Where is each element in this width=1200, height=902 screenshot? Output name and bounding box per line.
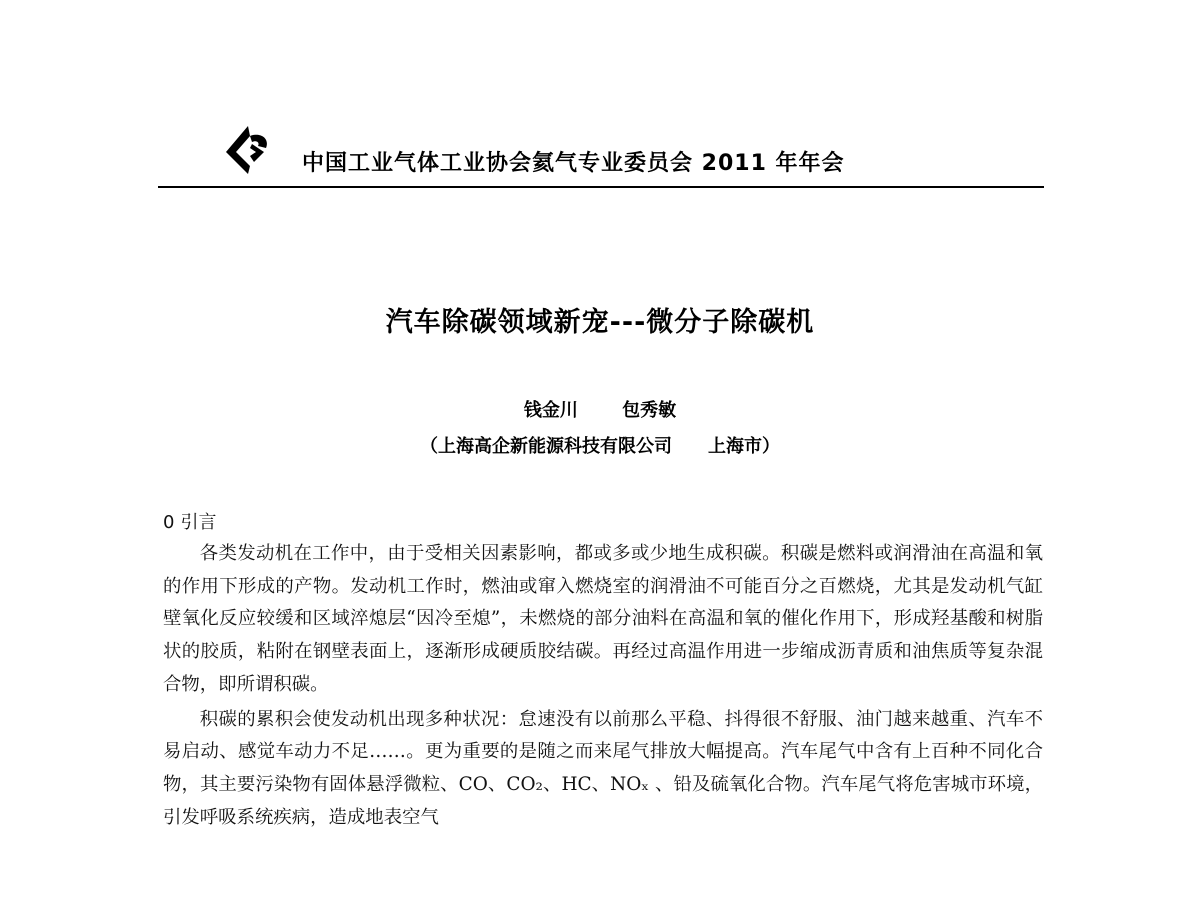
conference-title: 中国工业气体工业协会氦气专业委员会 2011 年年会 — [302, 151, 845, 176]
association-logo-icon — [220, 122, 280, 178]
author-name: 包秀敏 — [622, 400, 677, 421]
affiliation-city: 上海市） — [708, 436, 780, 457]
page-header — [158, 118, 1044, 188]
paragraph: 积碳的累积会使发动机出现多种状况：怠速没有以前那么平稳、抖得很不舒服、油门越来越重、汽车不易启动、感觉车动力不足……。更为重要的是随之而来尾气排放大幅提高。汽车尾气中含有上百种不同化合物，其主要污染物有固体悬浮微粒、CO、CO₂、HC、NOₓ 、铅及硫氧化合物。汽车尾气将危害城市环境，引发呼吸系统疾病，造成地表空气 — [163, 708, 1043, 828]
affiliation-organization: （上海高企新能源科技有限公司 — [420, 436, 672, 457]
section-title: 引言 — [180, 512, 217, 533]
affiliation — [0, 432, 1200, 458]
section-number: 0 — [163, 512, 175, 533]
body-text — [163, 538, 1043, 834]
author-list — [0, 396, 1200, 422]
paper-title: 汽车除碳领域新宠---微分子除碳机 — [385, 307, 815, 338]
header-divider — [158, 186, 1044, 188]
author-name: 钱金川 — [523, 400, 578, 421]
paragraph: 各类发动机在工作中，由于受相关因素影响，都或多或少地生成积碳。积碳是燃料或润滑油在高温和氧的作用下形成的产物。发动机工作时，燃油或窜入燃烧室的润滑油不可能百分之百燃烧，尤其是发动机气缸壁氧化反应较缓和区域淬熄层“因冷至熄”，未燃烧的部分油料在高温和氧的催化作用下，形成羟基酸和树脂状的胶质，粘附在钢壁表面上，逐渐形成硬质胶结碳。再经过高温作用进一步缩成沥青质和油焦质等复杂混合物，即所谓积碳。 — [163, 543, 1043, 695]
section-heading — [163, 508, 216, 534]
